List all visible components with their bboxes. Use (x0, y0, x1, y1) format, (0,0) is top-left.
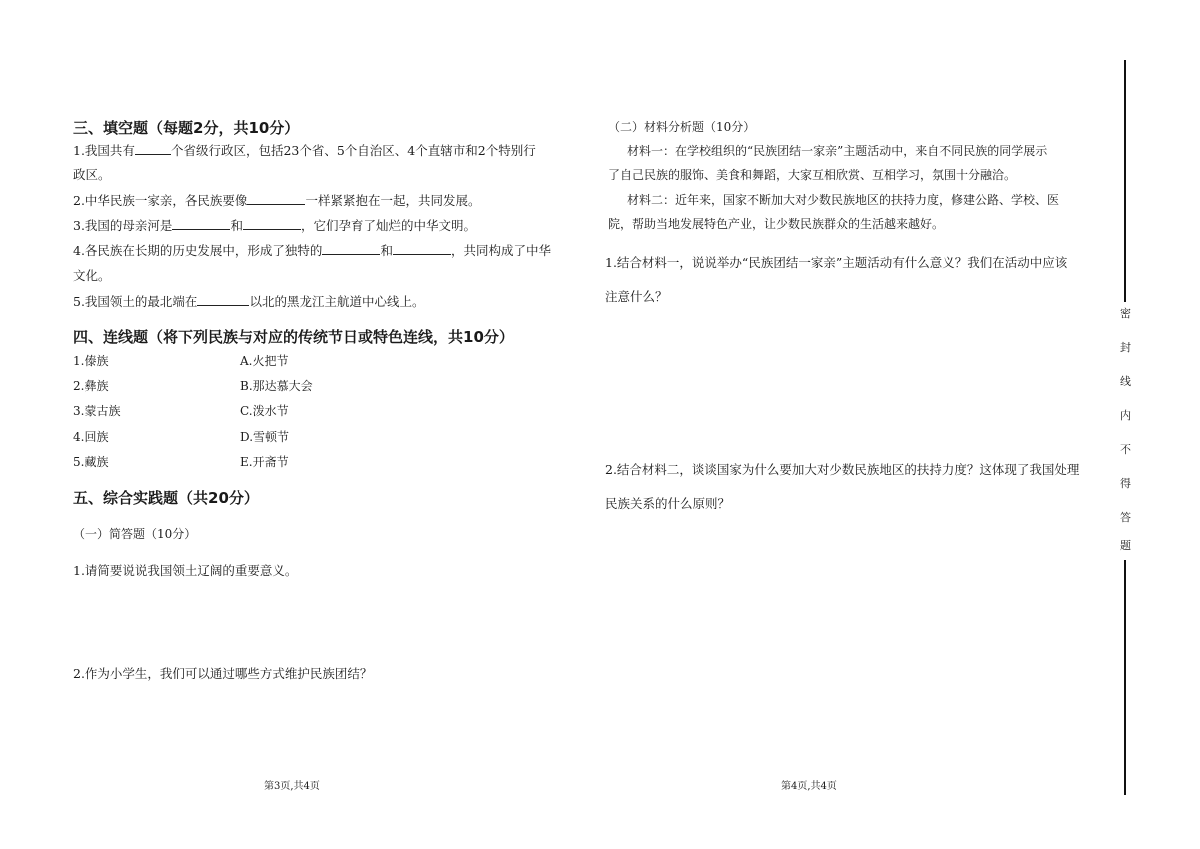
festival-item-a[interactable]: A.火把节 (240, 354, 289, 368)
fill-q1-continuation: 政区。 (73, 167, 111, 182)
short-answer-question-2: 2.作为小学生，我们可以通过哪些方式维护民族团结？ (73, 666, 373, 681)
seal-char-4: 内 (1120, 409, 1131, 422)
fill-question-3 (73, 216, 476, 234)
ethnic-item-5[interactable]: 5.藏族 (73, 455, 109, 469)
short-answer-question-1: 1.请简要说说我国领土辽阔的重要意义。 (73, 563, 298, 578)
seal-line-top (1124, 60, 1126, 302)
analysis-question-2-continuation: 民族关系的什么原则？ (605, 496, 731, 511)
seal-char-6: 得 (1120, 477, 1131, 490)
fill-question-5 (73, 292, 424, 310)
material-2-line-2: 院，帮助当地发展特色产业，让少数民族群众的生活越来越好。 (608, 217, 945, 231)
fill-q5-blank[interactable] (197, 293, 249, 306)
seal-char-2: 封 (1120, 341, 1131, 354)
fill-question-2 (73, 191, 480, 209)
fill-q5-text-a: 5.我国领土的最北端在 (73, 294, 198, 309)
fill-q2-text-b: 一样紧紧抱在一起，共同发展。 (305, 193, 481, 208)
fill-question-1 (73, 141, 536, 159)
analysis-question-1-continuation: 注意什么？ (605, 289, 668, 304)
festival-item-d[interactable]: D.雪顿节 (240, 430, 290, 444)
fill-q4-blank-2[interactable] (393, 242, 451, 255)
festival-item-c[interactable]: C.泼水节 (240, 404, 289, 418)
seal-char-7: 答 (1120, 511, 1131, 524)
fill-q2-blank[interactable] (247, 192, 305, 205)
seal-char-5: 不 (1120, 443, 1131, 456)
fill-q3-blank-1[interactable] (172, 217, 230, 230)
fill-q3-text-a: 3.我国的母亲河是 (73, 218, 173, 233)
fill-q3-blank-2[interactable] (243, 217, 301, 230)
page-number-right: 第4页,共4页 (781, 781, 837, 792)
analysis-question-1: 1.结合材料一，说说举办“民族团结一家亲”主题活动有什么意义？我们在活动中应该 (605, 255, 1068, 270)
ethnic-item-1[interactable]: 1.傣族 (73, 354, 109, 368)
ethnic-item-4[interactable]: 4.回族 (73, 430, 109, 444)
fill-q4-text-c: ，共同构成了中华 (450, 243, 551, 258)
practice-section-title: 五、综合实践题（共20分） (73, 489, 259, 507)
fill-question-4 (73, 241, 551, 259)
ethnic-item-3[interactable]: 3.蒙古族 (73, 404, 121, 418)
material-1-line-1: 材料一：在学校组织的“民族团结一家亲”主题活动中，来自不同民族的同学展示 (627, 144, 1048, 158)
fill-q3-text-c: ，它们孕育了灿烂的中华文明。 (300, 218, 476, 233)
fill-q4-text-a: 4.各民族在长期的历史发展中，形成了独特的 (73, 243, 323, 258)
fill-q1-text-b: 个省级行政区，包括23个省、5个自治区、4个直辖市和2个特别行 (170, 143, 536, 158)
seal-char-3: 线 (1120, 375, 1131, 388)
seal-char-1: 密 (1120, 307, 1131, 320)
fill-q4-blank-1[interactable] (322, 242, 380, 255)
fill-q1-text-a: 1.我国共有 (73, 143, 135, 158)
material-2-line-1: 材料二：近年来，国家不断加大对少数民族地区的扶持力度，修建公路、学校、医 (627, 193, 1060, 207)
festival-item-e[interactable]: E.开斋节 (240, 455, 289, 469)
matching-section-title: 四、连线题（将下列民族与对应的传统节日或特色连线，共10分） (73, 328, 514, 346)
festival-item-b[interactable]: B.那达慕大会 (240, 379, 313, 393)
page-number-left: 第3页,共4页 (264, 781, 320, 792)
fill-q3-text-b: 和 (230, 218, 243, 233)
fill-q2-text-a: 2.中华民族一家亲，各民族要像 (73, 193, 248, 208)
analysis-question-2: 2.结合材料二，谈谈国家为什么要加大对少数民族地区的扶持力度？这体现了我国处理 (605, 462, 1080, 477)
material-1-line-2: 了自己民族的服饰、美食和舞蹈，大家互相欣赏、互相学习，氛围十分融洽。 (608, 168, 1017, 182)
short-answer-subtitle: （一）简答题（10分） (73, 527, 197, 541)
fill-q5-text-b: 以北的黑龙江主航道中心线上。 (249, 294, 425, 309)
fill-q4-continuation: 文化。 (73, 268, 111, 283)
fill-in-section-title: 三、填空题（每题2分，共10分） (73, 119, 300, 137)
seal-char-8: 题 (1120, 539, 1131, 552)
seal-line-bottom (1124, 560, 1126, 795)
ethnic-item-2[interactable]: 2.彝族 (73, 379, 109, 393)
fill-q4-text-b: 和 (380, 243, 393, 258)
material-analysis-subtitle: （二）材料分析题（10分） (608, 120, 756, 134)
fill-q1-blank[interactable] (135, 142, 171, 155)
